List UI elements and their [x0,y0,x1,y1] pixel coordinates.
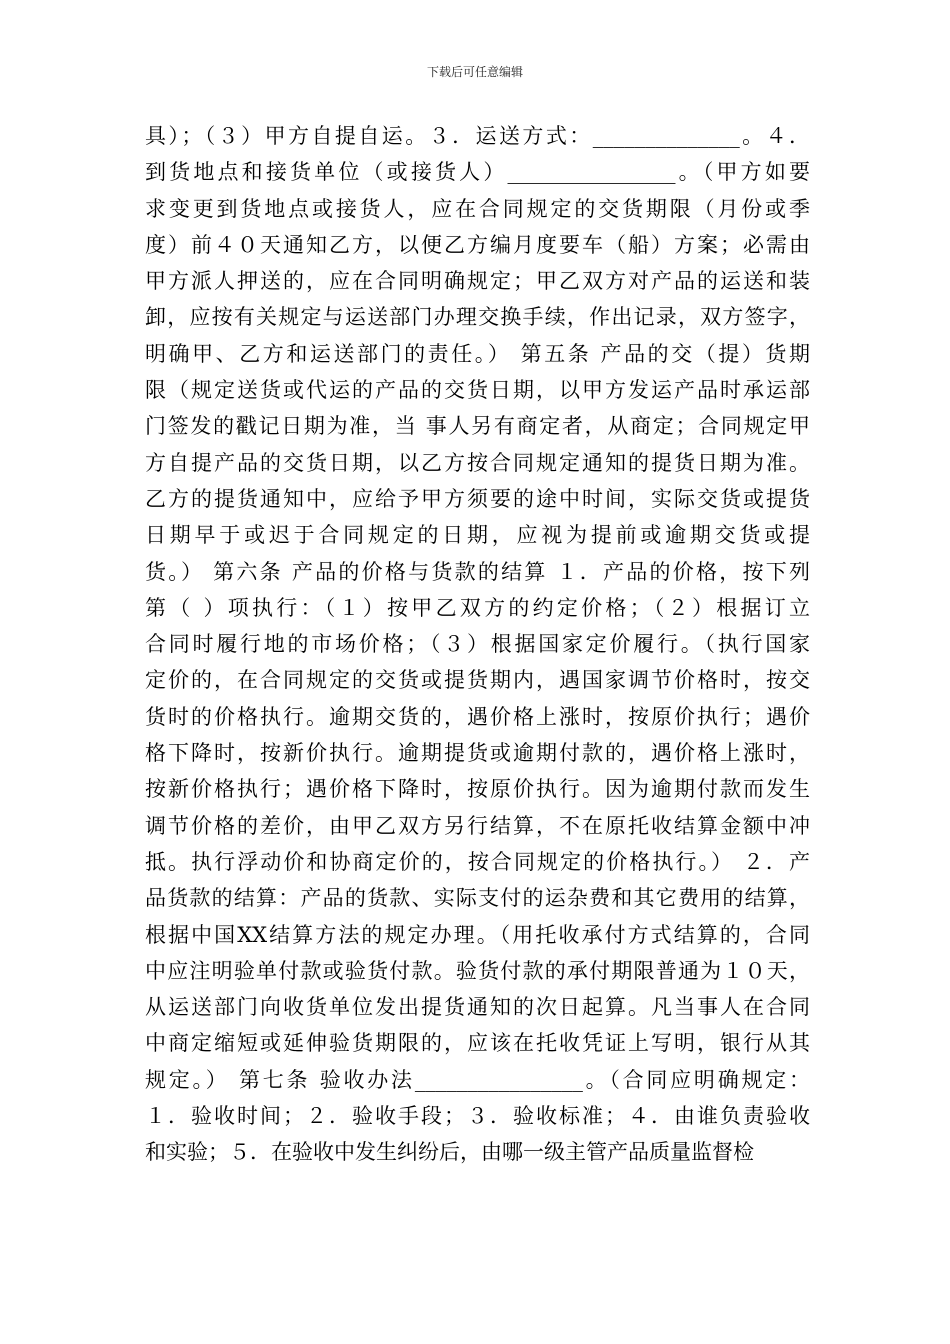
text-line: 到货地点和接货单位（或接货人）________________。（甲方如要 [145,160,810,185]
text-line: 度）前４０天通知乙方，以便乙方编月度要车（船）方案；必需由 [145,232,810,257]
text-line: 规定。） 第七条 验收办法________________。（合同应明确规定： [145,1067,810,1092]
text-line: 定价的，在合同规定的交货或提货期内，遇国家调节价格时，按交 [145,668,810,693]
text-line: 合同时履行地的市场价格；（３）根据国家定价履行。（执行国家 [145,632,810,657]
text-line: 货。） 第六条 产品的价格与货款的结算 １．产品的价格，按下列 [145,559,810,584]
text-line: 限（规定送货或代运的产品的交货日期，以甲方发运产品时承运部 [145,378,810,403]
text-line: 乙方的提货通知中，应给予甲方须要的途中时间，实际交货或提货 [145,486,810,511]
text-line: 根据中国XX结算方法的规定办理。（用托收承付方式结算的，合同 [145,922,810,947]
text-line: 日期早于或迟于合同规定的日期，应视为提前或逾期交货或提 [145,523,810,548]
text-line: 货时的价格执行。逾期交货的，遇价格上涨时，按原价执行；遇价 [145,704,810,729]
text-line: 中应注明验单付款或验货付款。验货付款的承付期限普通为１０天， [145,958,810,983]
text-line: 求变更到货地点或接货人，应在合同规定的交货期限（月份或季 [145,196,810,221]
text-line: 按新价格执行；遇价格下降时，按原价执行。因为逾期付款而发生 [145,777,810,802]
text-line: 具）；（３）甲方自提自运。３．运送方式：______________。４． [145,124,810,148]
text-line: 格下降时，按新价执行。逾期提货或逾期付款的，遇价格上涨时， [145,741,810,766]
text-line: 甲方派人押送的，应在合同明确规定；甲乙双方对产品的运送和装 [145,269,810,294]
text-line: 第（ ）项执行：（１）按甲乙双方的约定价格；（２）根据订立 [145,595,810,620]
page-header: 下载后可任意编辑 [426,65,523,79]
text-line: 方自提产品的交货日期，以乙方按合同规定通知的提货日期为准。 [145,450,810,475]
text-line: 品货款的结算：产品的货款、实际支付的运杂费和其它费用的结算， [145,886,810,911]
text-line: 抵。执行浮动价和协商定价的，按合同规定的价格执行。） ２．产 [145,849,810,874]
text-line: 调节价格的差价，由甲乙双方另行结算，不在原托收结算金额中冲 [145,813,810,838]
text-line: 中商定缩短或延伸验货期限的，应该在托收凭证上写明，银行从其 [145,1031,810,1056]
text-line: 卸，应按有关规定与运送部门办理交换手续，作出记录，双方签字， [145,305,810,330]
document-body [145,118,810,1171]
text-line: 和实验；５．在验收中发生纠纷后，由哪一级主管产品质量监督检 [145,1140,754,1165]
text-line: 从运送部门向收货单位发出提货通知的次日起算。凡当事人在合同 [145,995,810,1020]
text-line: １．验收时间；２．验收手段；３．验收标准；４．由谁负责验收 [145,1104,810,1129]
text-line: 明确甲、乙方和运送部门的责任。） 第五条 产品的交（提）货期 [145,341,810,366]
text-line: 门签发的戳记日期为准，当 事人另有商定者，从商定；合同规定甲 [145,414,810,439]
